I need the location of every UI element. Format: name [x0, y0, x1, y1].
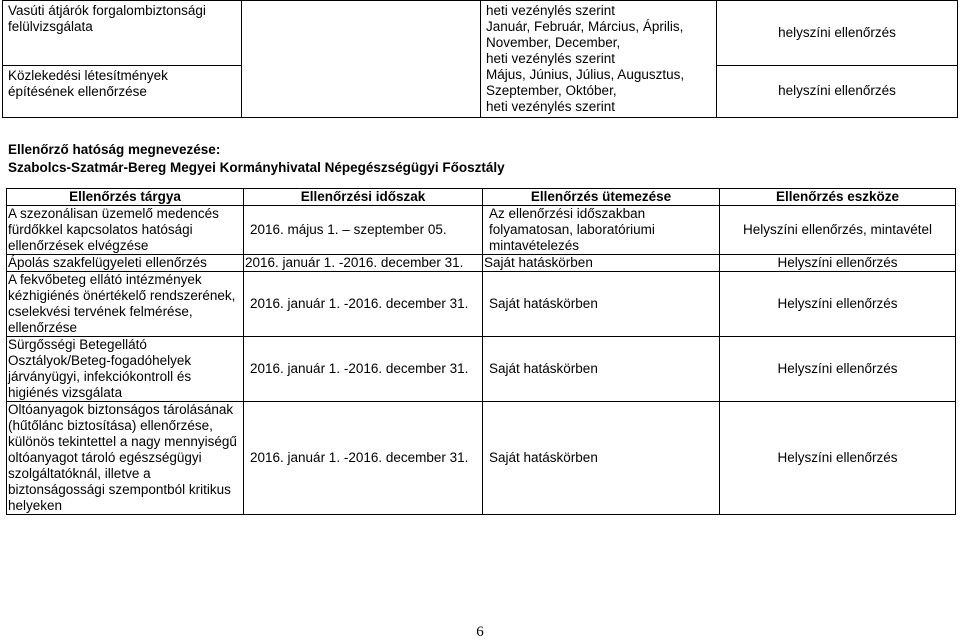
cell-period: 2016. január 1. -2016. december 31. — [244, 402, 483, 515]
cell-tool: Helyszíni ellenőrzés — [720, 272, 956, 337]
top-row — [3, 1, 958, 57]
schedule-line: Május, Június, Július, Augusztus, — [486, 67, 685, 82]
cell-subject: A szezonálisan üzemelő medencés fürdőkkel kapcsolatos hatósági ellenőrzések elvégzése — [7, 206, 244, 255]
top-tool-cell — [717, 1, 958, 66]
cell-schedule: Az ellenőrzési időszakban folyamatosan, laboratóriumi mintavételezés — [483, 206, 720, 255]
cell-period: 2016. május 1. – szeptember 05. — [244, 206, 483, 255]
table-row — [7, 206, 956, 255]
authority-label: Ellenőrző hatóság megnevezése: — [8, 142, 221, 157]
table-row — [7, 337, 956, 402]
header-subject: Ellenőrzés tárgya — [7, 189, 244, 206]
top-subject-2: Közlekedési létesítmények építésének ellenőrzése — [8, 67, 168, 99]
authority-block — [8, 141, 505, 177]
table-row — [7, 402, 956, 515]
schedule-line: heti vezénylés szerint — [486, 51, 616, 66]
cell-tool: Helyszíni ellenőrzés — [720, 337, 956, 402]
page-number: 6 — [476, 624, 484, 640]
cell-tool: Helyszíni ellenőrzés, mintavétel — [720, 206, 956, 255]
schedule-line: heti vezénylés szerint — [486, 3, 616, 18]
cell-subject: Sürgősségi Betegellátó Osztályok/Beteg-fogadóhelyek járványügyi, infekciókontroll és higiénés vizsgálata — [7, 337, 244, 402]
header-period: Ellenőrzési időszak — [244, 189, 483, 206]
schedule-line: Január, Február, Március, Április, — [486, 19, 684, 34]
cell-schedule: Saját hatáskörben — [483, 402, 720, 515]
schedule-line: heti vezénylés szerint — [486, 99, 616, 114]
cell-period: 2016. január 1. -2016. december 31. — [244, 272, 483, 337]
cell-schedule: Saját hatáskörben — [483, 255, 720, 272]
cell-schedule: Saját hatáskörben — [483, 272, 720, 337]
top-empty-cell — [242, 1, 481, 118]
cell-period: 2016. január 1. -2016. december 31. — [244, 255, 483, 272]
cell-schedule: Saját hatáskörben — [483, 337, 720, 402]
cell-subject: Ápolás szakfelügyeleti ellenőrzés — [7, 255, 244, 272]
header-schedule: Ellenőrzés ütemezése — [483, 189, 720, 206]
cell-tool: Helyszíni ellenőrzés — [720, 402, 956, 515]
table-header-row — [7, 189, 956, 206]
authority-name: Szabolcs-Szatmár-Bereg Megyei Kormányhivatal Népegészségügyi Főosztály — [8, 160, 505, 175]
top-subject-cell — [3, 1, 242, 66]
top-subject-cell — [3, 65, 242, 117]
top-tool-2: helyszíni ellenőrzés — [778, 83, 896, 99]
top-tool-cell — [717, 65, 958, 117]
inspection-table — [6, 188, 956, 515]
top-schedule-cell — [481, 1, 717, 118]
top-table — [2, 0, 958, 118]
schedule-line: Szeptember, Október, — [486, 83, 617, 98]
top-tool-1: helyszíni ellenőrzés — [778, 24, 896, 40]
cell-period: 2016. január 1. -2016. december 31. — [244, 337, 483, 402]
top-subject-1: Vasúti átjárók forgalombiztonsági felülvizsgálata — [8, 3, 206, 34]
table-row — [7, 272, 956, 337]
header-tool: Ellenőrzés eszköze — [720, 189, 956, 206]
cell-subject: Oltóanyagok biztonságos tárolásának (hűtőlánc biztosítása) ellenőrzése, különös tekintettel a nagy mennyiségű oltóanyagot tároló egészségügyi szolgáltatóknál, illetve a biztonságossági szempontból kritikus helyeken — [7, 402, 244, 515]
cell-subject: A fekvőbeteg ellátó intézmények kézhigiénés önértékelő rendszerének, cselekvési tervének felmérése, ellenőrzése — [7, 272, 244, 337]
cell-tool: Helyszíni ellenőrzés — [720, 255, 956, 272]
table-row — [7, 255, 956, 272]
schedule-line: November, December, — [486, 35, 621, 50]
